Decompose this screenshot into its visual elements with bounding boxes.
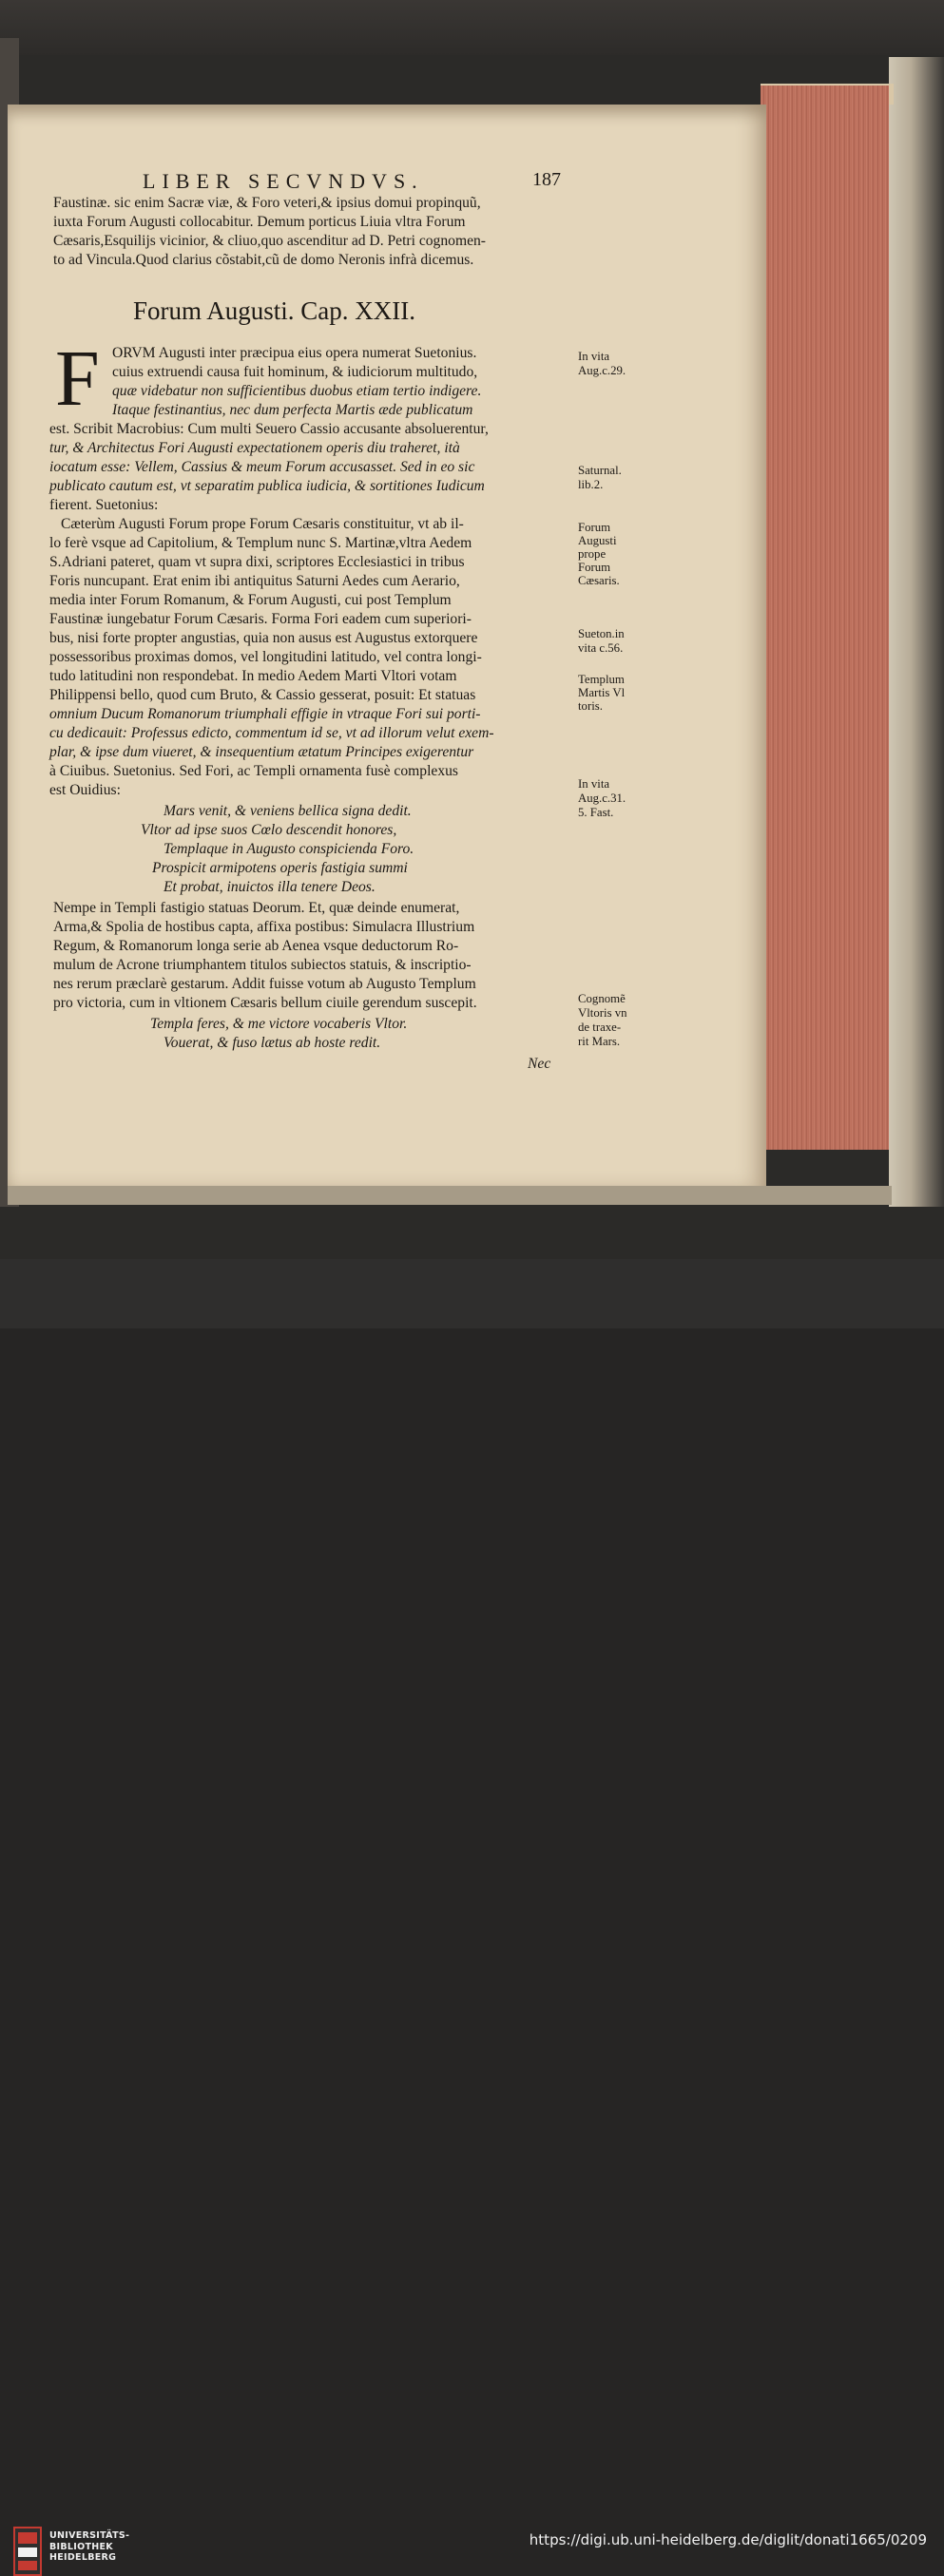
- body-line: Cæsaris,Esquilijs vicinior, & cliuo,quo ascenditur ad D. Petri cognomen-: [53, 233, 486, 249]
- closing-line: nes rerum præclarè gestarum. Addit fuisse votum ab Augusto Templum: [53, 976, 476, 992]
- margin-note-templum: Templum Martis Vl toris.: [578, 673, 626, 713]
- verse-line: Mars venit, & veniens bellica signa dedit.: [164, 803, 412, 819]
- margin-note-forum-augusti: Forum Augusti prope Forum Cæsaris.: [578, 521, 620, 587]
- verse-line: Prospicit armipotens operis fastigia summi: [152, 860, 408, 876]
- final-verse-line: Vouerat, & fuso lætus ab hoste redit.: [164, 1035, 381, 1051]
- university-seal-icon: [13, 2527, 42, 2576]
- verse-line: Et probat, inuictos illa tenere Deos.: [164, 879, 376, 895]
- chapter-line: est Ouidius:: [49, 782, 121, 798]
- closing-line: Nempe in Templi fastigio statuas Deorum. Et, quæ deinde enumerat,: [53, 900, 460, 916]
- chapter-line: Foris nuncupant. Erat enim ibi antiquitus Saturni Aedes cum Aerario,: [49, 573, 460, 589]
- chapter-line: ORVM Augusti inter præcipua eius opera numerat Suetonius.: [112, 345, 477, 361]
- chapter-line: omnium Ducum Romanorum triumphali effigie in vtraque Fori sui porti-: [49, 706, 481, 722]
- closing-line: Arma,& Spolia de hostibus capta, affixa postibus: Simulacra Illustrium: [53, 919, 475, 935]
- chapter-line: Cæterùm Augusti Forum prope Forum Cæsaris constituitur, vt ab il-: [61, 516, 464, 532]
- verse-line: Vltor ad ipse suos Cœlo descendit honores,: [141, 822, 397, 838]
- chapter-line: cuius extruendi causa fuit hominum, & iudiciorum multitudo,: [112, 364, 478, 380]
- page-text-layer: [0, 0, 944, 1235]
- chapter-line: Faustinæ iungebatur Forum Cæsaris. Forma Fori eadem cum superiori-: [49, 611, 472, 627]
- chapter-line: lo ferè vsque ad Capitolium, & Templum nunc S. Martinæ,vltra Aedem: [49, 535, 472, 551]
- chapter-line: fierent. Suetonius:: [49, 497, 159, 513]
- margin-note-saturnal: Saturnal. lib.2.: [578, 464, 622, 491]
- chapter-line: quæ videbatur non sufficientibus duobus etiam tertio indigere.: [112, 383, 482, 399]
- chapter-line: tudo latitudini non respondebat. In medio Aedem Marti Vltori votam: [49, 668, 457, 684]
- body-line: to ad Vincula.Quod clarius cõstabit,cũ de domo Neronis infrà dicemus.: [53, 252, 474, 268]
- chapter-line: est. Scribit Macrobius: Cum multi Seuero Cassio accusante absoluerentur,: [49, 421, 489, 437]
- scanned-book-image: [0, 0, 944, 1259]
- closing-line: Regum, & Romanorum longa serie ab Aenea vsque deductorum Ro-: [53, 938, 459, 954]
- chapter-line: bus, nisi forte propter angustias, quia non ausus est Augustus extorquere: [49, 630, 478, 646]
- margin-note-sueton: Sueton.in vita c.56.: [578, 627, 625, 655]
- body-line: Faustinæ. sic enim Sacræ viæ, & Foro veteri,& ipsius domui propinquũ,: [53, 195, 481, 211]
- verse-line: Templaque in Augusto conspicienda Foro.: [164, 841, 414, 857]
- chapter-line: Philippensi bello, quod cum Bruto, & Cassio gesserat, posuit: Et statuas: [49, 687, 476, 703]
- chapter-line: tur, & Architectus Fori Augusti expectationem operis diu traheret, ità: [49, 440, 460, 456]
- chapter-line: plar, & ipse dum viueret, & insequentium ætatum Principes exigerentur: [49, 744, 474, 760]
- margin-note-in-vita: In vita Aug.c.29.: [578, 350, 626, 377]
- chapter-line: S.Adriani pateret, quam vt supra dixi, scriptores Ecclesiastici in tribus: [49, 554, 465, 570]
- institution-name: UNIVERSITÄTS- BIBLIOTHEK HEIDELBERG: [49, 2530, 130, 2563]
- initial-letter: F: [55, 334, 100, 423]
- margin-note-fasti: In vita Aug.c.31. 5. Fast.: [578, 777, 626, 819]
- running-head: LIBER SECVNDVS.: [143, 169, 424, 193]
- page-number: 187: [532, 169, 561, 190]
- closing-line: pro victoria, cum in vltionem Cæsaris bellum ciuile gerendum suscepit.: [53, 995, 477, 1011]
- chapter-heading: Forum Augusti. Cap. XXII.: [133, 296, 415, 325]
- chapter-line: possessoribus proximas domos, vel longitudini latitudo, vel contra longi-: [49, 649, 482, 665]
- body-line: iuxta Forum Augusti collocabitur. Demum porticus Liuia vltra Forum: [53, 214, 466, 230]
- chapter-line: publicato cautum est, vt separatim publica iudicia, & sortitiones Iudicum: [49, 478, 485, 494]
- final-verse-line: Templa feres, & me victore vocaberis Vltor.: [150, 1016, 408, 1032]
- closing-line: mulum de Acrone triumphantem titulos subiectos statuis, & inscriptio-: [53, 957, 472, 973]
- viewer-footer: [0, 1259, 944, 2563]
- chapter-line: iocatum esse: Vellem, Cassius & meum Forum accusasset. Sed in eo sic: [49, 459, 475, 475]
- margin-note-cognome: Cognomẽ Vltoris vn de traxe- rit Mars.: [578, 992, 627, 1048]
- chapter-line: cu dedicauit: Professus edicto, commentum id se, vt ad illorum velut exem-: [49, 725, 494, 741]
- document-url-link[interactable]: https://digi.ub.uni-heidelberg.de/diglit/donati1665/0209: [529, 2531, 927, 2548]
- chapter-line: à Ciuibus. Suetonius. Sed Fori, ac Templi ornamenta fusè complexus: [49, 763, 458, 779]
- catchword: Nec: [528, 1056, 551, 1072]
- chapter-line: Itaque festinantius, nec dum perfecta Martis æde publicatum: [112, 402, 473, 418]
- chapter-line: media inter Forum Romanum, & Forum Augusti, cui post Templum: [49, 592, 452, 608]
